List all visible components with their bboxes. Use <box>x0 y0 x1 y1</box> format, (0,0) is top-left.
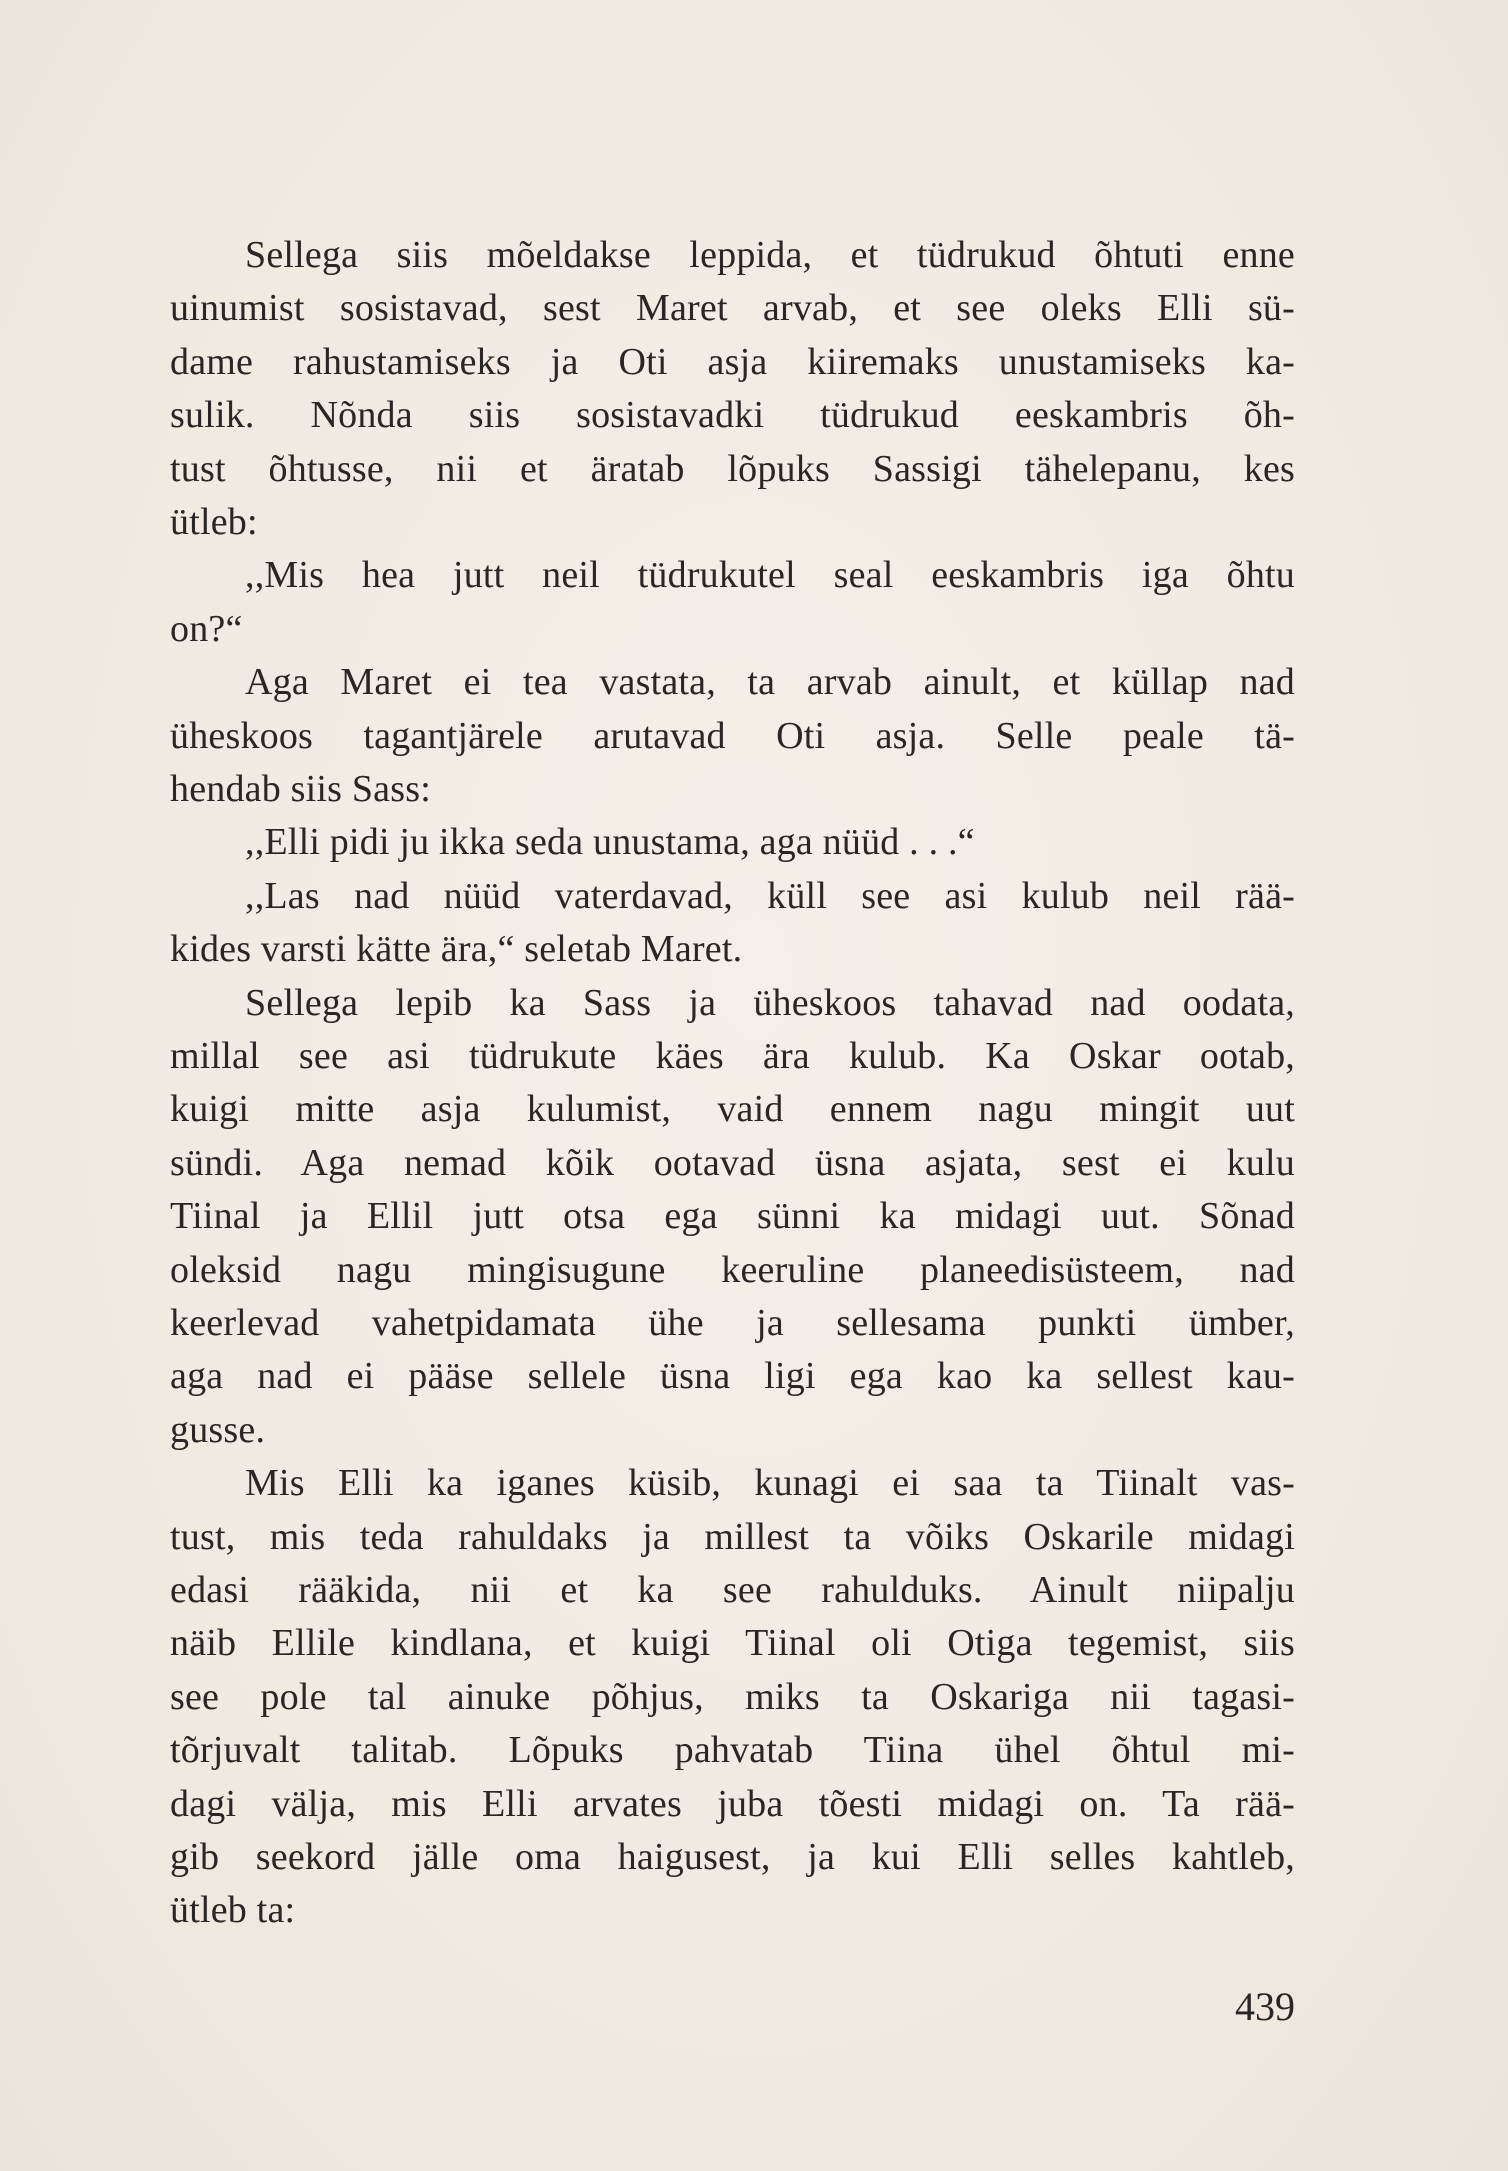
text-line: ütleb ta: <box>170 1889 296 1932</box>
text-line: ,,Elli pidi ju ikka seda unustama, aga nüüd . . .“ <box>245 821 975 864</box>
text-line: kuigi mitte asja kulumist, vaid ennem nagu mingit uut <box>170 1088 1295 1131</box>
text-line: see pole tal ainuke põhjus, miks ta Oskariga nii tagasi- <box>170 1675 1295 1718</box>
text-line: tust õhtusse, nii et äratab lõpuks Sassigi tähelepanu, kes <box>170 447 1295 490</box>
text-line: ,,Las nad nüüd vaterdavad, küll see asi kulub neil rää- <box>245 874 1295 917</box>
text-line: tust, mis teda rahuldaks ja millest ta võiks Oskarile midagi <box>170 1515 1295 1558</box>
text-line: Sellega lepib ka Sass ja üheskoos tahavad nad oodata, <box>245 981 1295 1024</box>
text-line: hendab siis Sass: <box>170 768 431 810</box>
text-line: Aga Maret ei tea vastata, ta arvab ainult, et küllap nad <box>245 661 1295 704</box>
text-line: on?“ <box>170 607 243 650</box>
text-line: ütleb: <box>170 501 258 543</box>
text-line: üheskoos tagantjärele arutavad Oti asja. Selle peale tä- <box>170 714 1295 757</box>
text-line: dame rahustamiseks ja Oti asja kiiremaks unustamiseks ka- <box>170 340 1295 383</box>
text-line: ,,Mis hea jutt neil tüdrukutel seal eeskambris iga õhtu <box>245 554 1295 597</box>
text-line: kides varsti kätte ära,“ seletab Maret. <box>170 928 743 971</box>
text-line: dagi välja, mis Elli arvates juba tõesti midagi on. Ta rää- <box>170 1782 1295 1825</box>
text-line: millal see asi tüdrukute käes ära kulub. Ka Oskar ootab, <box>170 1035 1295 1077</box>
text-line: tõrjuvalt talitab. Lõpuks pahvatab Tiina ühel õhtul mi- <box>170 1729 1295 1772</box>
text-line: sündi. Aga nemad kõik ootavad üsna asjata, sest ei kulu <box>170 1141 1295 1184</box>
text-line: edasi rääkida, nii et ka see rahulduks. Ainult niipalju <box>170 1569 1295 1611</box>
text-line: gusse. <box>170 1408 266 1451</box>
text-line: Mis Elli ka iganes küsib, kunagi ei saa ta Tiinalt vas- <box>245 1462 1295 1505</box>
text-line: gib seekord jälle oma haigusest, ja kui Elli selles kahtleb, <box>170 1836 1295 1878</box>
text-line: sulik. Nõnda siis sosistavadki tüdrukud eeskambris õh- <box>170 394 1295 437</box>
page-number: 439 <box>1235 1984 1295 2029</box>
text-line: aga nad ei pääse sellele üsna ligi ega kao ka sellest kau- <box>170 1355 1295 1398</box>
text-line: Tiinal ja Ellil jutt otsa ega sünni ka midagi uut. Sõnad <box>170 1195 1295 1238</box>
text-line: keerlevad vahetpidamata ühe ja sellesama punkti ümber, <box>170 1302 1295 1344</box>
text-line: Sellega siis mõeldakse leppida, et tüdrukud õhtuti enne <box>245 234 1295 276</box>
text-line: uinumist sosistavad, sest Maret arvab, et see oleks Elli sü- <box>170 287 1295 330</box>
text-line: oleksid nagu mingisugune keeruline planeedisüsteem, nad <box>170 1248 1295 1291</box>
text-line: näib Ellile kindlana, et kuigi Tiinal oli Otiga tegemist, siis <box>170 1622 1295 1665</box>
